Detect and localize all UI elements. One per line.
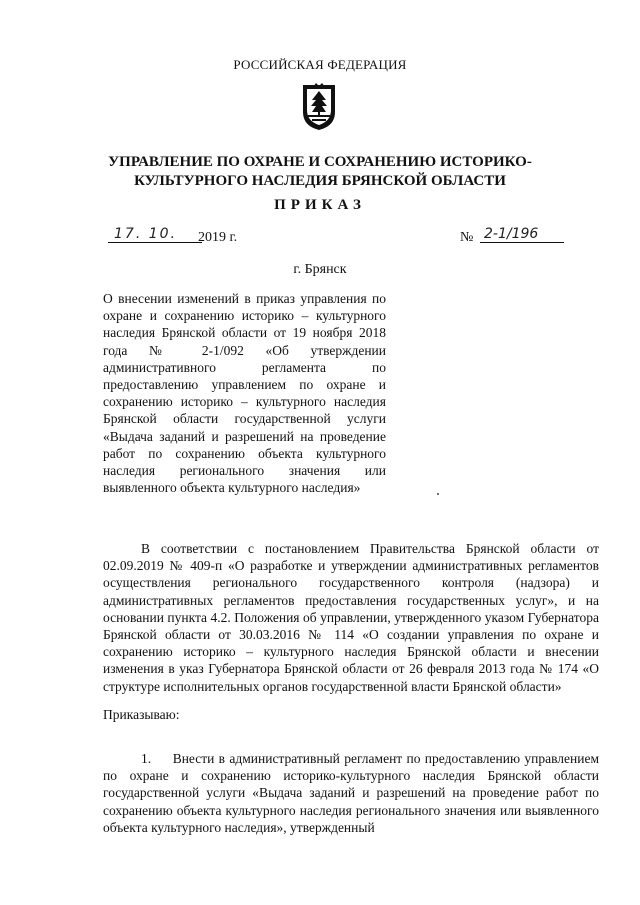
country-heading: РОССИЙСКАЯ ФЕДЕРАЦИЯ xyxy=(233,57,407,72)
handwritten-number: 2-1/196 xyxy=(480,226,564,243)
order-subject: О внесении изменений в приказ управления по охране и сохранению историко – культурного наследия Брянской области от 19 ноября 2018 года № 2-1/092 «Об утверждении административного регламента по предоставлению управлением по охране и сохранению историко – культурного наследия Брянской области государственной услуги «Выдача заданий и разрешений на проведение работ по сохранению объекта культурного наследия регионального значения или выявленного объекта культурного наследия» xyxy=(103,291,386,496)
order-number xyxy=(460,226,570,248)
order-item-1: 1. Внести в административный регламент по предоставлению управлением по охране и сохранению историко-культурного наследия Брянской области государственной услуги «Выдача заданий и разрешений на проведение работ по сохранению объекта культурного наследия регионального значения или выявленного объекта культурного наследия», утвержденный xyxy=(103,751,599,835)
document-type: ПРИКАЗ xyxy=(274,197,366,213)
order-directive: Приказываю: xyxy=(103,707,180,722)
preamble-paragraph: В соответствии с постановлением Правительства Брянской области от 02.09.2019 № 409-п «О разработке и утверждении административных регламентов осуществления регионального государственного контроля (надзора) и административных регламентов предоставления государственных услуг», и на основании пункта 4.2. Положения об управлении, утвержденного указом Губернатора Брянской области от 30.03.2016 № 114 «О создании управления по охране и сохранению историко – культурного наследия Брянской области и внесении изменения в указ Губернатора Брянской области от 26 февраля 2013 года № 174 «О структуре исполнительных органов государственной власти Брянской области» xyxy=(103,541,599,694)
handwritten-date: 17. 10. xyxy=(108,226,202,243)
bryansk-coat-of-arms-icon xyxy=(300,82,338,132)
organization-title: УПРАВЛЕНИЕ ПО ОХРАНЕ И СОХРАНЕНИЮ ИСТОРИКО-КУЛЬТУРНОГО НАСЛЕДИЯ БРЯНСКОЙ ОБЛАСТИ xyxy=(108,154,532,189)
order-date xyxy=(100,226,300,248)
city: г. Брянск xyxy=(293,262,347,277)
scan-speck xyxy=(437,493,439,495)
date-year: 2019 г. xyxy=(198,230,238,245)
number-sign: № xyxy=(460,230,474,245)
